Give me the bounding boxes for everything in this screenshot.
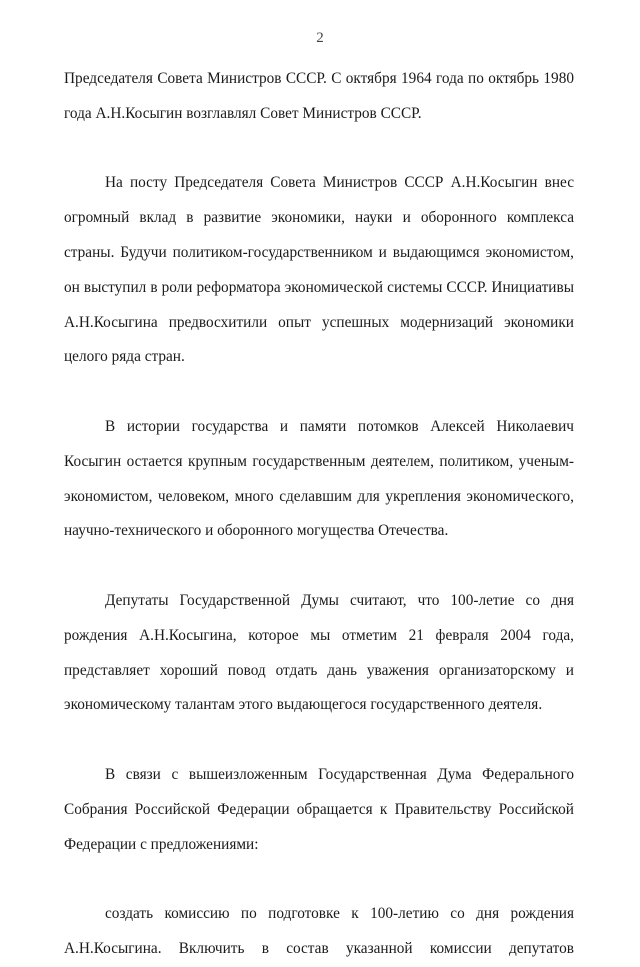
text-line: А.Н.Косыгина. Включить в состав указанной комиссии депутатов — [64, 939, 574, 957]
paragraph-spacer — [64, 862, 574, 897]
page-number: 2 — [316, 30, 324, 46]
text-line: На посту Председателя Совета Министров СССР А.Н.Косыгин внес — [105, 174, 574, 192]
text-line: Собрания Российской Федерации обращается к Правительству Российской — [64, 800, 574, 818]
text-line: экономистом, человеком, много сделавшим для укрепления экономического, — [64, 487, 574, 505]
paragraph-spacer — [64, 375, 574, 410]
text-line: Косыгин остается крупным государственным деятелем, политиком, ученым- — [64, 452, 574, 470]
paragraph-spacer — [64, 723, 574, 758]
text-line: Депутаты Государственной Думы считают, что 100-летие со дня — [105, 591, 574, 609]
paragraph-3 — [64, 410, 574, 549]
paragraph-1 — [64, 62, 574, 132]
text-line: В истории государства и памяти потомков Алексей Николаевич — [105, 417, 574, 435]
paragraph-5 — [64, 758, 574, 862]
text-line: А.Н.Косыгина предвосхитили опыт успешных модернизаций экономики — [64, 313, 574, 331]
text-line: целого ряда стран. — [64, 348, 185, 366]
text-line: страны. Будучи политиком-государственником и выдающимся экономистом, — [64, 243, 574, 261]
text-line: Федерации с предложениями: — [64, 835, 259, 853]
text-line: экономическому талантам этого выдающегося государственного деятеля. — [64, 696, 543, 714]
text-line: представляет хороший повод отдать дань уважения организаторскому и — [64, 661, 574, 679]
paragraph-6 — [64, 897, 574, 967]
text-line: года А.Н.Косыгин возглавлял Совет Министров СССР. — [64, 104, 422, 122]
paragraph-2 — [64, 166, 574, 375]
text-line: рождения А.Н.Косыгина, которое мы отметим 21 февраля 2004 года, — [64, 626, 574, 644]
text-line: огромный вклад в развитие экономики, науки и оборонного комплекса — [64, 209, 574, 227]
text-line: Председателя Совета Министров СССР. С октября 1964 года по октябрь 1980 — [64, 70, 574, 87]
document-body — [64, 62, 574, 967]
paragraph-4 — [64, 584, 574, 723]
text-line: он выступил в роли реформатора экономической системы СССР. Инициативы — [64, 278, 574, 296]
paragraph-spacer — [64, 549, 574, 584]
text-line: научно-технического и оборонного могущества Отечества. — [64, 522, 449, 540]
paragraph-spacer — [64, 132, 574, 167]
text-line: создать комиссию по подготовке к 100-летию со дня рождения — [105, 905, 574, 923]
text-line: В связи с вышеизложенным Государственная Дума Федерального — [105, 765, 574, 783]
